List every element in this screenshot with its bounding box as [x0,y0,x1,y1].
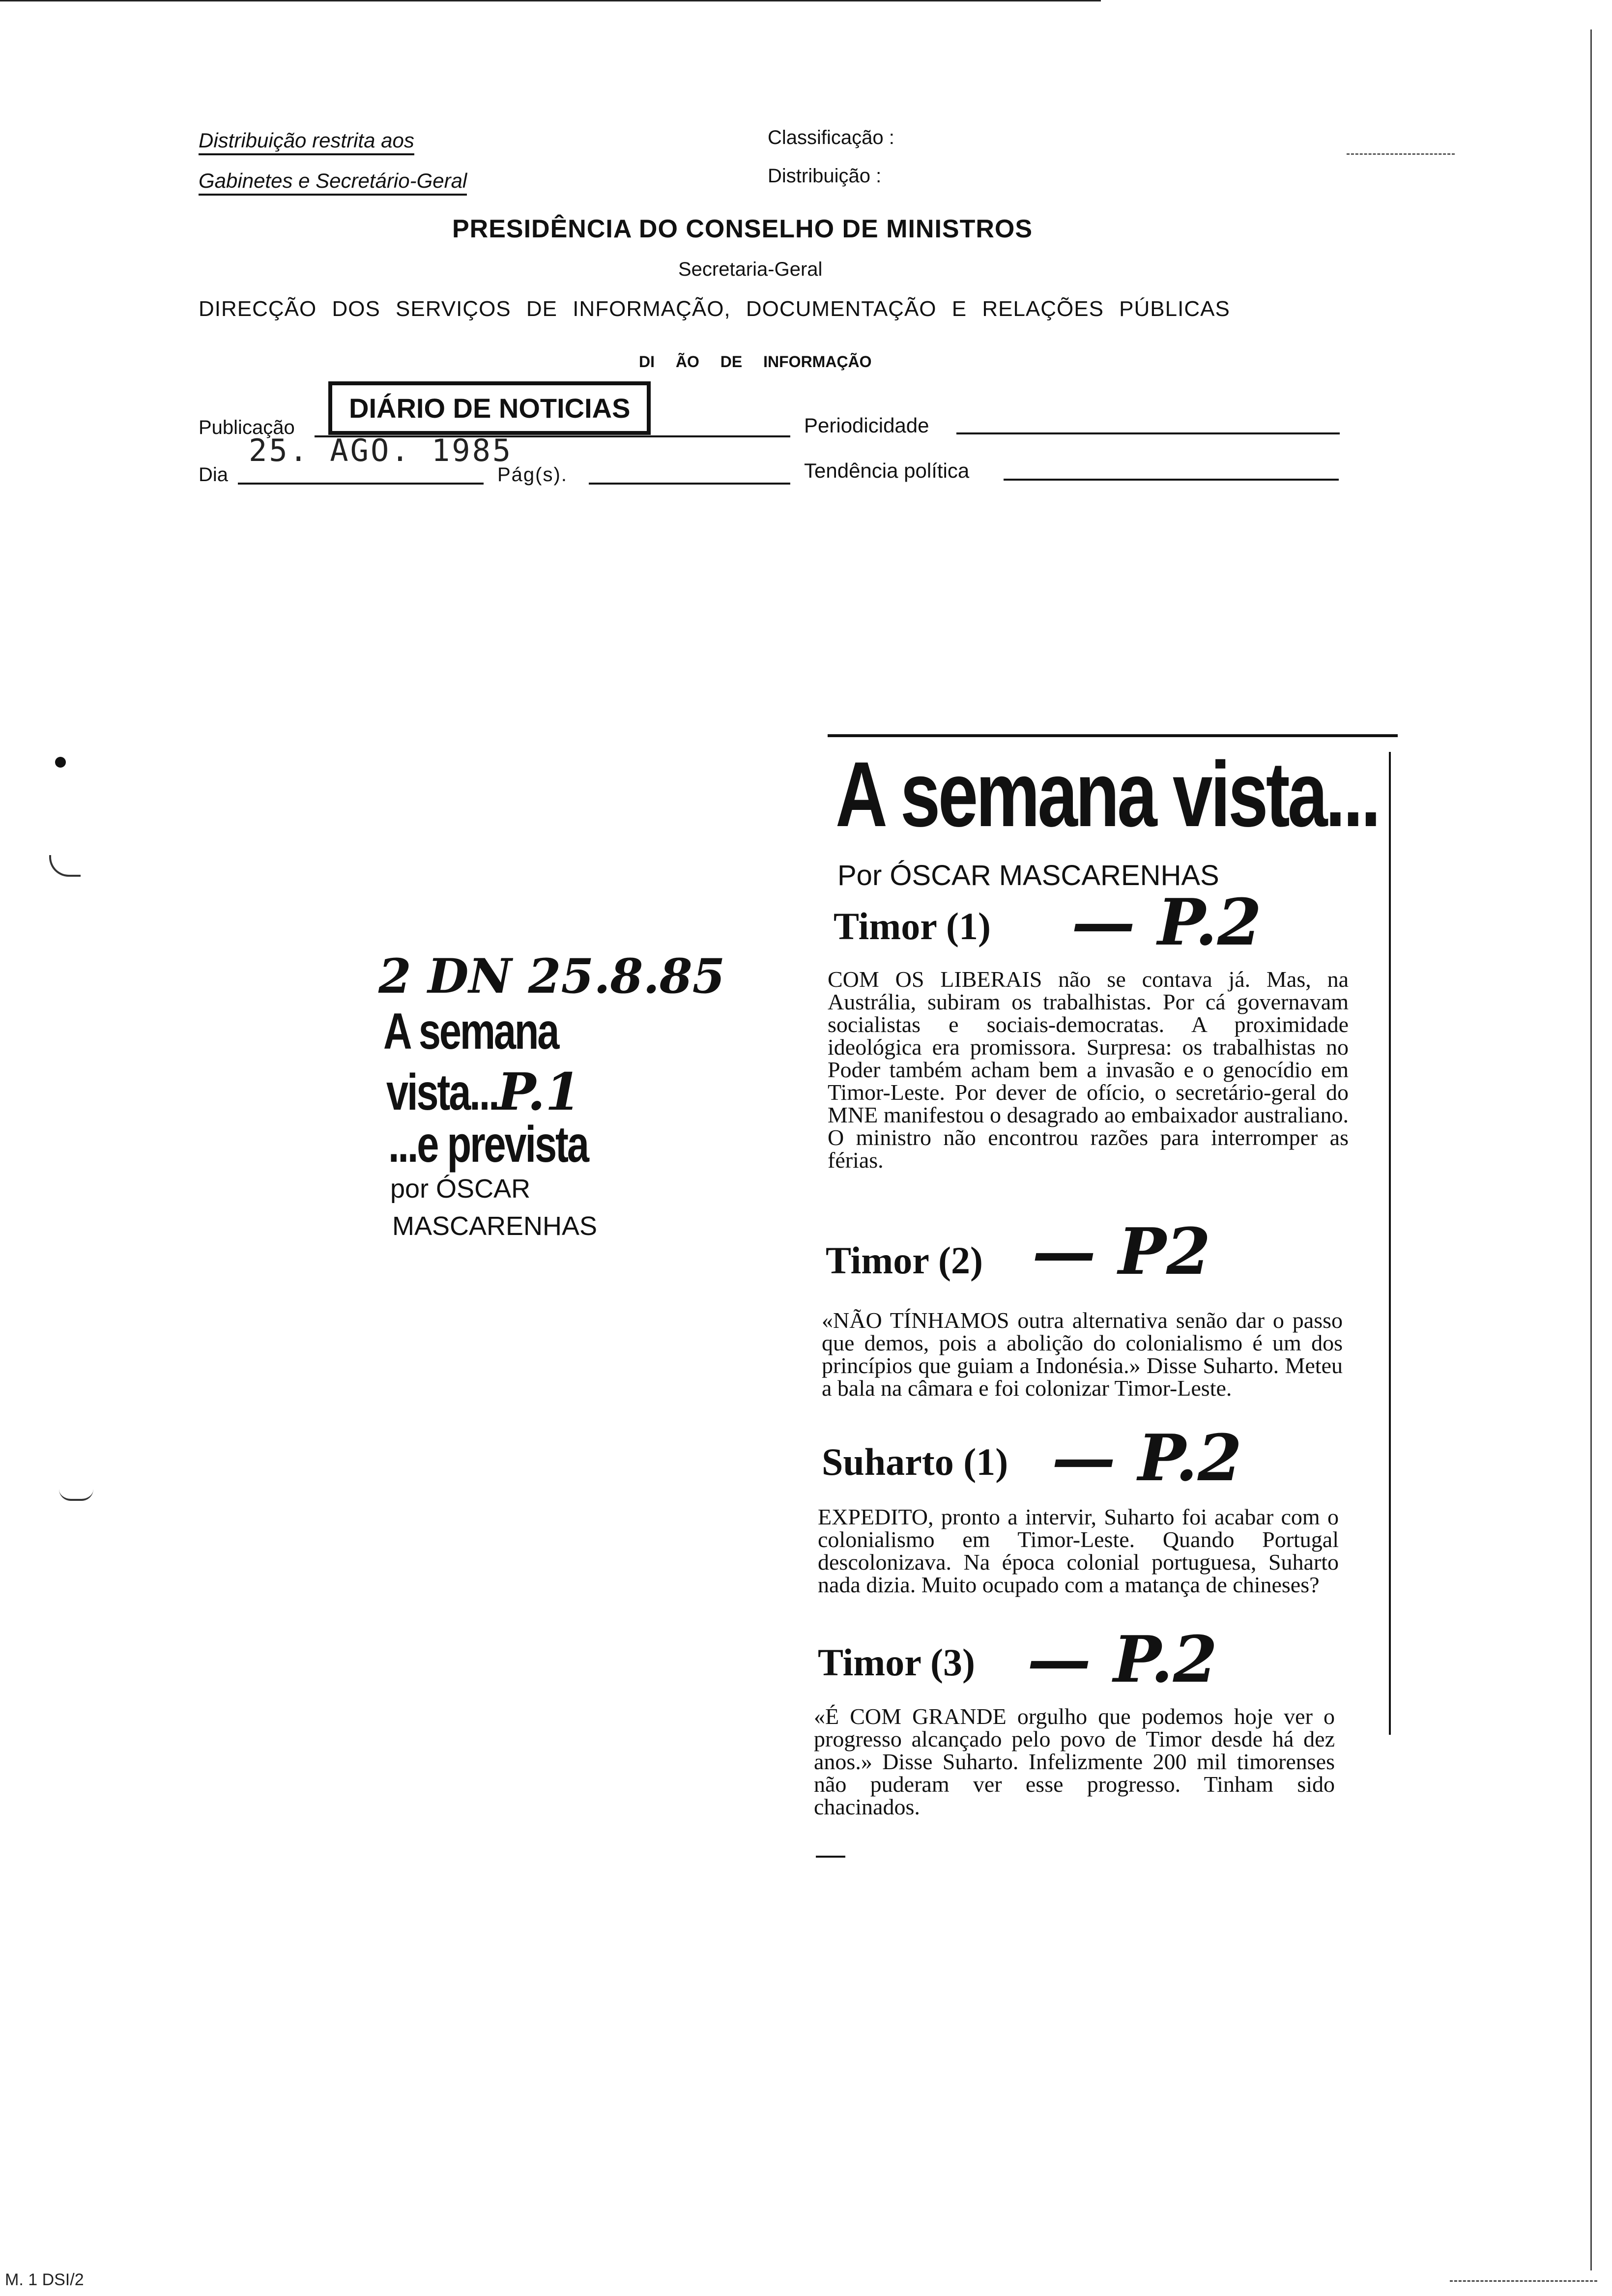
section-heading-timor-3: Timor (3) [818,1641,975,1684]
section-body-timor-3: «É COM GRANDE orgulho que podemos hoje ver o progresso alcançado pelo povo de Timor desde há dez anos.» Disse Suharto. Infelizmente 200 mil timorenses não puderam ver esse progresso. Tinham sido chacinados. [814,1704,1335,1819]
pages-line [589,483,790,485]
index-clip-line1: 2 DN 25.8.85 [378,948,725,1004]
general-secretariat: Secretaria-Geral [678,258,823,280]
classification-label: Classificação : [768,127,894,148]
index-clip-vista-row [386,1062,581,1122]
day-label: Dia [199,464,229,486]
section-note-timor-2: — P2 [1032,1214,1211,1289]
tendency-line [1004,479,1339,481]
restricted-distribution-line1: Distribuição restrita aos [199,129,414,155]
publication-stamp: DIÁRIO DE NOTICIAS [328,381,651,435]
section-note-timor-1: — P.2 [1071,885,1262,960]
publication-label: Publicação [199,417,295,438]
section-body-suharto-1: EXPEDITO, pronto a intervir, Suharto foi acabar com o colonialismo em Timor-Leste. Quando Portugal descolonizava. Na época colonial portuguesa, Suharto nada dizia. Muito ocupado com a matança de chineses? [818,1504,1339,1597]
article-title: A semana vista... [835,743,1379,846]
index-clip-prevista: ...e prevista [388,1116,588,1173]
periodicity-label: Periodicidade [804,414,929,437]
header-right-dash [1347,153,1455,155]
index-clip-semana: A semana [383,1003,558,1060]
restricted-distribution-line2: Gabinetes e Secretário-Geral [199,169,467,196]
distribution-label: Distribuição : [768,165,882,187]
scan-mark [49,855,81,877]
section-note-suharto-1: — P.2 [1052,1420,1242,1495]
index-clip-by: por ÓSCAR [390,1174,531,1204]
section-heading-timor-2: Timor (2) [826,1239,983,1282]
day-line [238,483,484,485]
section-body-timor-2: «NÃO TÍNHAMOS outra alternativa senão dar o passo que demos, pois a abolição do colonialismo é um dos princípios que guiam a Indonésia.» Disse Suharto. Meteu a bala na câmara e foi colonizar Timor-Leste. [822,1308,1343,1401]
article-right-rule [1389,752,1391,1735]
footer-scan-line [1450,2280,1597,2282]
scan-edge-right [1590,29,1592,2270]
section-note-timor-3: — P.2 [1027,1622,1218,1697]
presidency-title: PRESIDÊNCIA DO CONSELHO DE MINISTROS [452,215,1033,243]
index-clip-vista: vista... [386,1064,498,1121]
directorate-title: DIRECÇÃO DOS SERVIÇOS DE INFORMAÇÃO, DOCUMENTAÇÃO E RELAÇÕES PÚBLICAS [199,297,1230,321]
article-end-mark [816,1856,845,1858]
index-clip-header [378,948,725,1004]
scan-edge-top [0,0,1101,1]
form-code: M. 1 DSI/2 [5,2270,84,2289]
section-heading-suharto-1: Suharto (1) [822,1440,1008,1483]
index-clip-page-note: P.1 [497,1062,581,1122]
index-clip-author: MASCARENHAS [392,1211,598,1241]
information-division: DI ÃO DE INFORMAÇÃO [639,353,872,371]
scan-mark-2 [59,1489,93,1501]
scan-dot [55,757,66,768]
article-top-rule [828,734,1398,737]
tendency-label: Tendência política [804,459,970,482]
day-stamp: 25. AGO. 1985 [249,432,513,468]
section-heading-timor-1: Timor (1) [834,905,991,947]
section-body-timor-1: COM OS LIBERAIS não se contava já. Mas, na Austrália, subiram os trabalhistas. Por cá governavam socialistas e sociais-democratas. A proximidade ideológica era promissora. Surpresa: os trabalhistas no Poder também acham bem a invasão e o genocídio em Timor-Leste. Por dever de ofício, o secretário-geral do MNE manifestou o desagrado ao embaixador australiano. O ministro não encontrou razões para interromper as férias. [828,967,1349,1173]
article-byline: Por ÓSCAR MASCARENHAS [837,860,1219,891]
pages-label: Pág(s). [497,464,568,486]
periodicity-line [956,432,1340,434]
